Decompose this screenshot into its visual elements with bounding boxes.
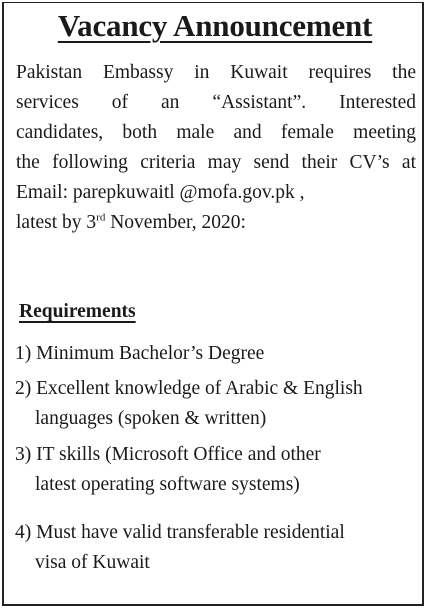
requirement-text-cont: latest operating software systems) bbox=[35, 474, 300, 495]
requirement-item bbox=[15, 339, 264, 369]
requirement-text-cont: visa of Kuwait bbox=[35, 552, 150, 573]
deadline-ordinal: rd bbox=[96, 211, 106, 224]
requirement-text-cont: languages (spoken & written) bbox=[35, 408, 267, 429]
deadline-suffix: November, 2020: bbox=[105, 212, 246, 233]
requirement-text: 1) Minimum Bachelor’s Degree bbox=[15, 343, 265, 364]
intro-paragraph bbox=[16, 58, 416, 238]
intro-line: services of an “Assistant”. Interested bbox=[16, 92, 416, 113]
intro-line: candidates, both male and female meeting bbox=[16, 122, 416, 143]
requirement-text: 2) Excellent knowledge of Arabic & English bbox=[15, 378, 363, 399]
requirement-item bbox=[15, 374, 363, 434]
title-text: Vacancy Announcement bbox=[57, 8, 373, 43]
requirement-text: 4) Must have valid transferable residential bbox=[15, 522, 345, 543]
deadline-line bbox=[16, 208, 416, 238]
requirements-heading bbox=[19, 298, 136, 326]
intro-line: Pakistan Embassy in Kuwait requires the bbox=[16, 62, 416, 83]
email-line: Email: parepkuwaitl @mofa.gov.pk , bbox=[16, 182, 305, 203]
requirement-item bbox=[15, 440, 321, 500]
requirement-text: 3) IT skills (Microsoft Office and other bbox=[15, 444, 321, 465]
intro-line: the following criteria may send their CV’s at bbox=[16, 152, 416, 173]
requirements-heading-text: Requirements bbox=[19, 301, 136, 322]
requirement-item bbox=[15, 518, 345, 578]
page-title bbox=[0, 6, 430, 46]
deadline-prefix: latest by 3 bbox=[16, 212, 97, 233]
